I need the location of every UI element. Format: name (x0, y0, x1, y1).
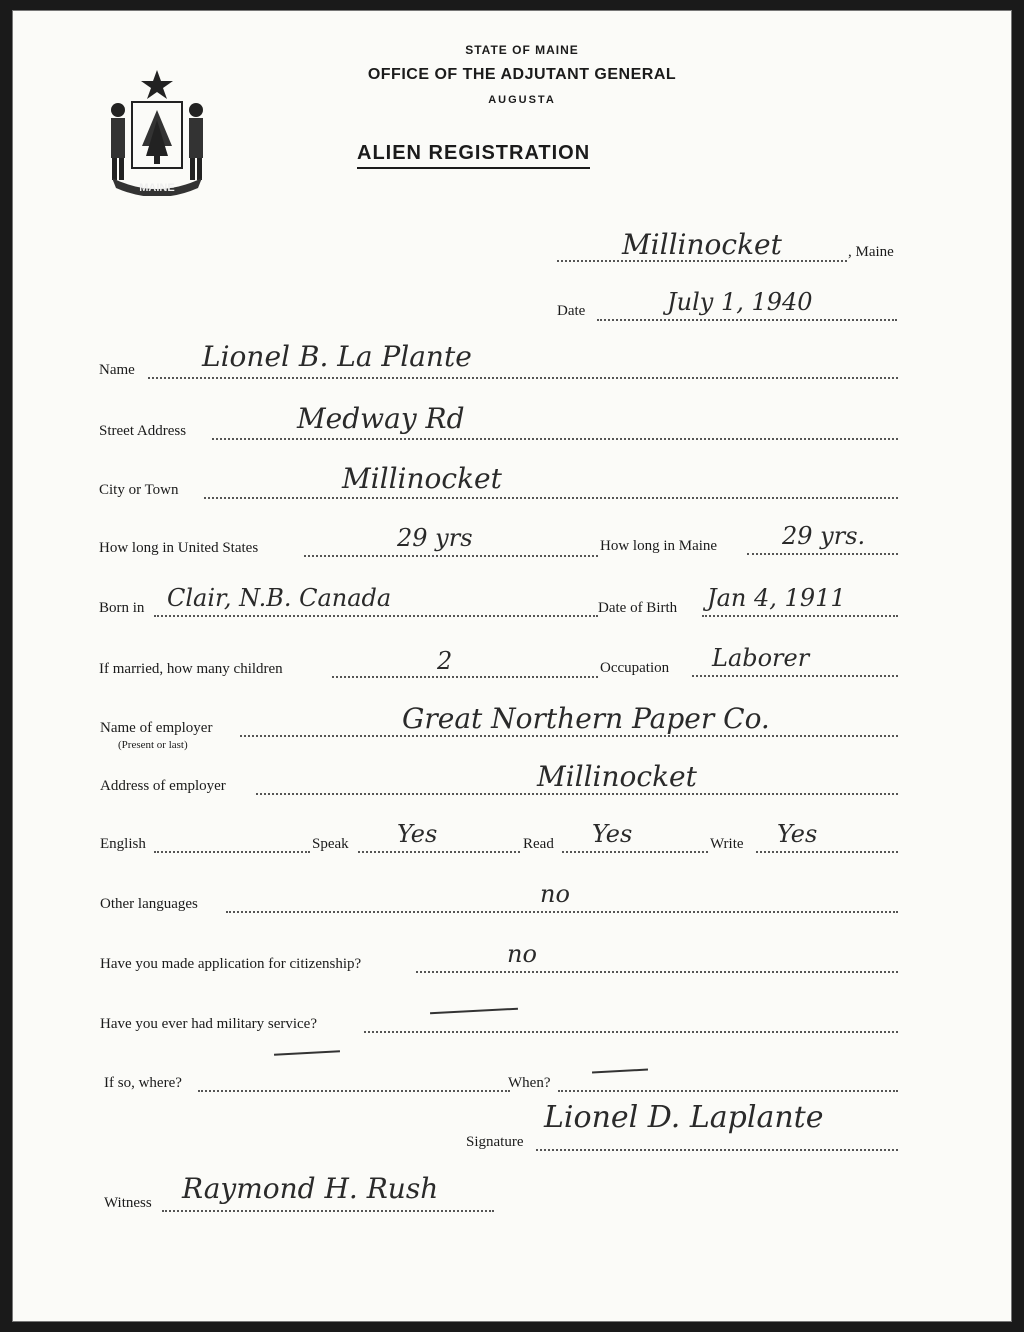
other-lang-label: Other languages (100, 896, 198, 912)
write-label: Write (710, 836, 744, 852)
long-us-label: How long in United States (99, 540, 259, 556)
read-line (562, 851, 708, 853)
children-line (332, 676, 598, 678)
maine-label: , Maine (848, 244, 894, 260)
office-heading: OFFICE OF THE ADJUTANT GENERAL (367, 66, 677, 83)
town-value: Millinocket (622, 228, 782, 261)
signature-line (536, 1149, 898, 1151)
where-label: If so, where? (104, 1075, 182, 1091)
born-in-label: Born in (99, 600, 145, 616)
speak-line (358, 851, 520, 853)
read-label: Read (523, 836, 554, 852)
long-maine-value: 29 yrs. (782, 522, 866, 550)
employer-address-value: Millinocket (537, 760, 697, 793)
maine-state-seal (98, 68, 216, 196)
city-town-value: Millinocket (342, 462, 502, 495)
date-value: July 1, 1940 (667, 288, 813, 316)
city-town-label: City or Town (99, 482, 179, 498)
dob-line (702, 615, 898, 617)
born-in-line (154, 615, 598, 617)
occupation-line (692, 675, 898, 677)
svg-text:MAINE: MAINE (139, 182, 175, 194)
citizenship-value: no (507, 940, 537, 968)
street-value: Medway Rd (297, 402, 465, 435)
employer-value: Great Northern Paper Co. (402, 702, 770, 735)
witness-value: Raymond H. Rush (182, 1172, 439, 1205)
long-maine-label: How long in Maine (600, 538, 718, 554)
employer-label: Name of employer (100, 720, 213, 736)
speak-label: Speak (312, 836, 349, 852)
english-label: English (100, 836, 146, 852)
when-line (558, 1090, 898, 1092)
street-label: Street Address (99, 423, 187, 439)
write-value: Yes (777, 820, 818, 848)
signature-label: Signature (466, 1134, 524, 1150)
date-label: Date (557, 303, 586, 319)
signature-value: Lionel D. Laplante (544, 1100, 824, 1135)
when-dash (592, 1069, 648, 1074)
name-label: Name (99, 362, 135, 378)
long-us-line (304, 555, 598, 557)
military-label: Have you ever had military service? (100, 1016, 317, 1032)
employer-note: (Present or last) (118, 739, 188, 751)
employer-address-line (256, 793, 898, 795)
other-lang-value: no (540, 880, 570, 908)
dob-label: Date of Birth (598, 600, 678, 616)
witness-line (162, 1210, 494, 1212)
employer-address-label: Address of employer (100, 778, 226, 794)
name-line (148, 377, 898, 379)
occupation-label: Occupation (600, 660, 670, 676)
when-label: When? (508, 1075, 551, 1091)
witness-label: Witness (104, 1195, 152, 1211)
where-line (198, 1090, 510, 1092)
city-town-line (204, 497, 898, 499)
military-line (364, 1031, 898, 1033)
citizenship-label: Have you made application for citizenship? (100, 956, 362, 972)
english-line (154, 851, 310, 853)
long-us-value: 29 yrs (397, 524, 473, 552)
registration-form (12, 10, 1012, 1322)
street-line (212, 438, 898, 440)
long-maine-line (747, 553, 898, 555)
military-dash-2 (274, 1050, 340, 1055)
form-title: ALIEN REGISTRATION (357, 142, 590, 169)
date-line (597, 319, 897, 321)
speak-value: Yes (397, 820, 438, 848)
occupation-value: Laborer (712, 644, 810, 672)
employer-line (240, 735, 898, 737)
name-value: Lionel B. La Plante (202, 340, 472, 373)
city-heading: AUGUSTA (488, 94, 556, 106)
other-lang-line (226, 911, 898, 913)
children-value: 2 (437, 647, 453, 675)
write-line (756, 851, 898, 853)
read-value: Yes (592, 820, 633, 848)
dob-value: Jan 4, 1911 (707, 584, 846, 612)
born-in-value: Clair, N.B. Canada (167, 584, 392, 612)
state-heading: STATE OF MAINE (465, 43, 579, 57)
citizenship-line (416, 971, 898, 973)
military-dash (430, 1008, 518, 1015)
children-label: If married, how many children (99, 661, 283, 677)
